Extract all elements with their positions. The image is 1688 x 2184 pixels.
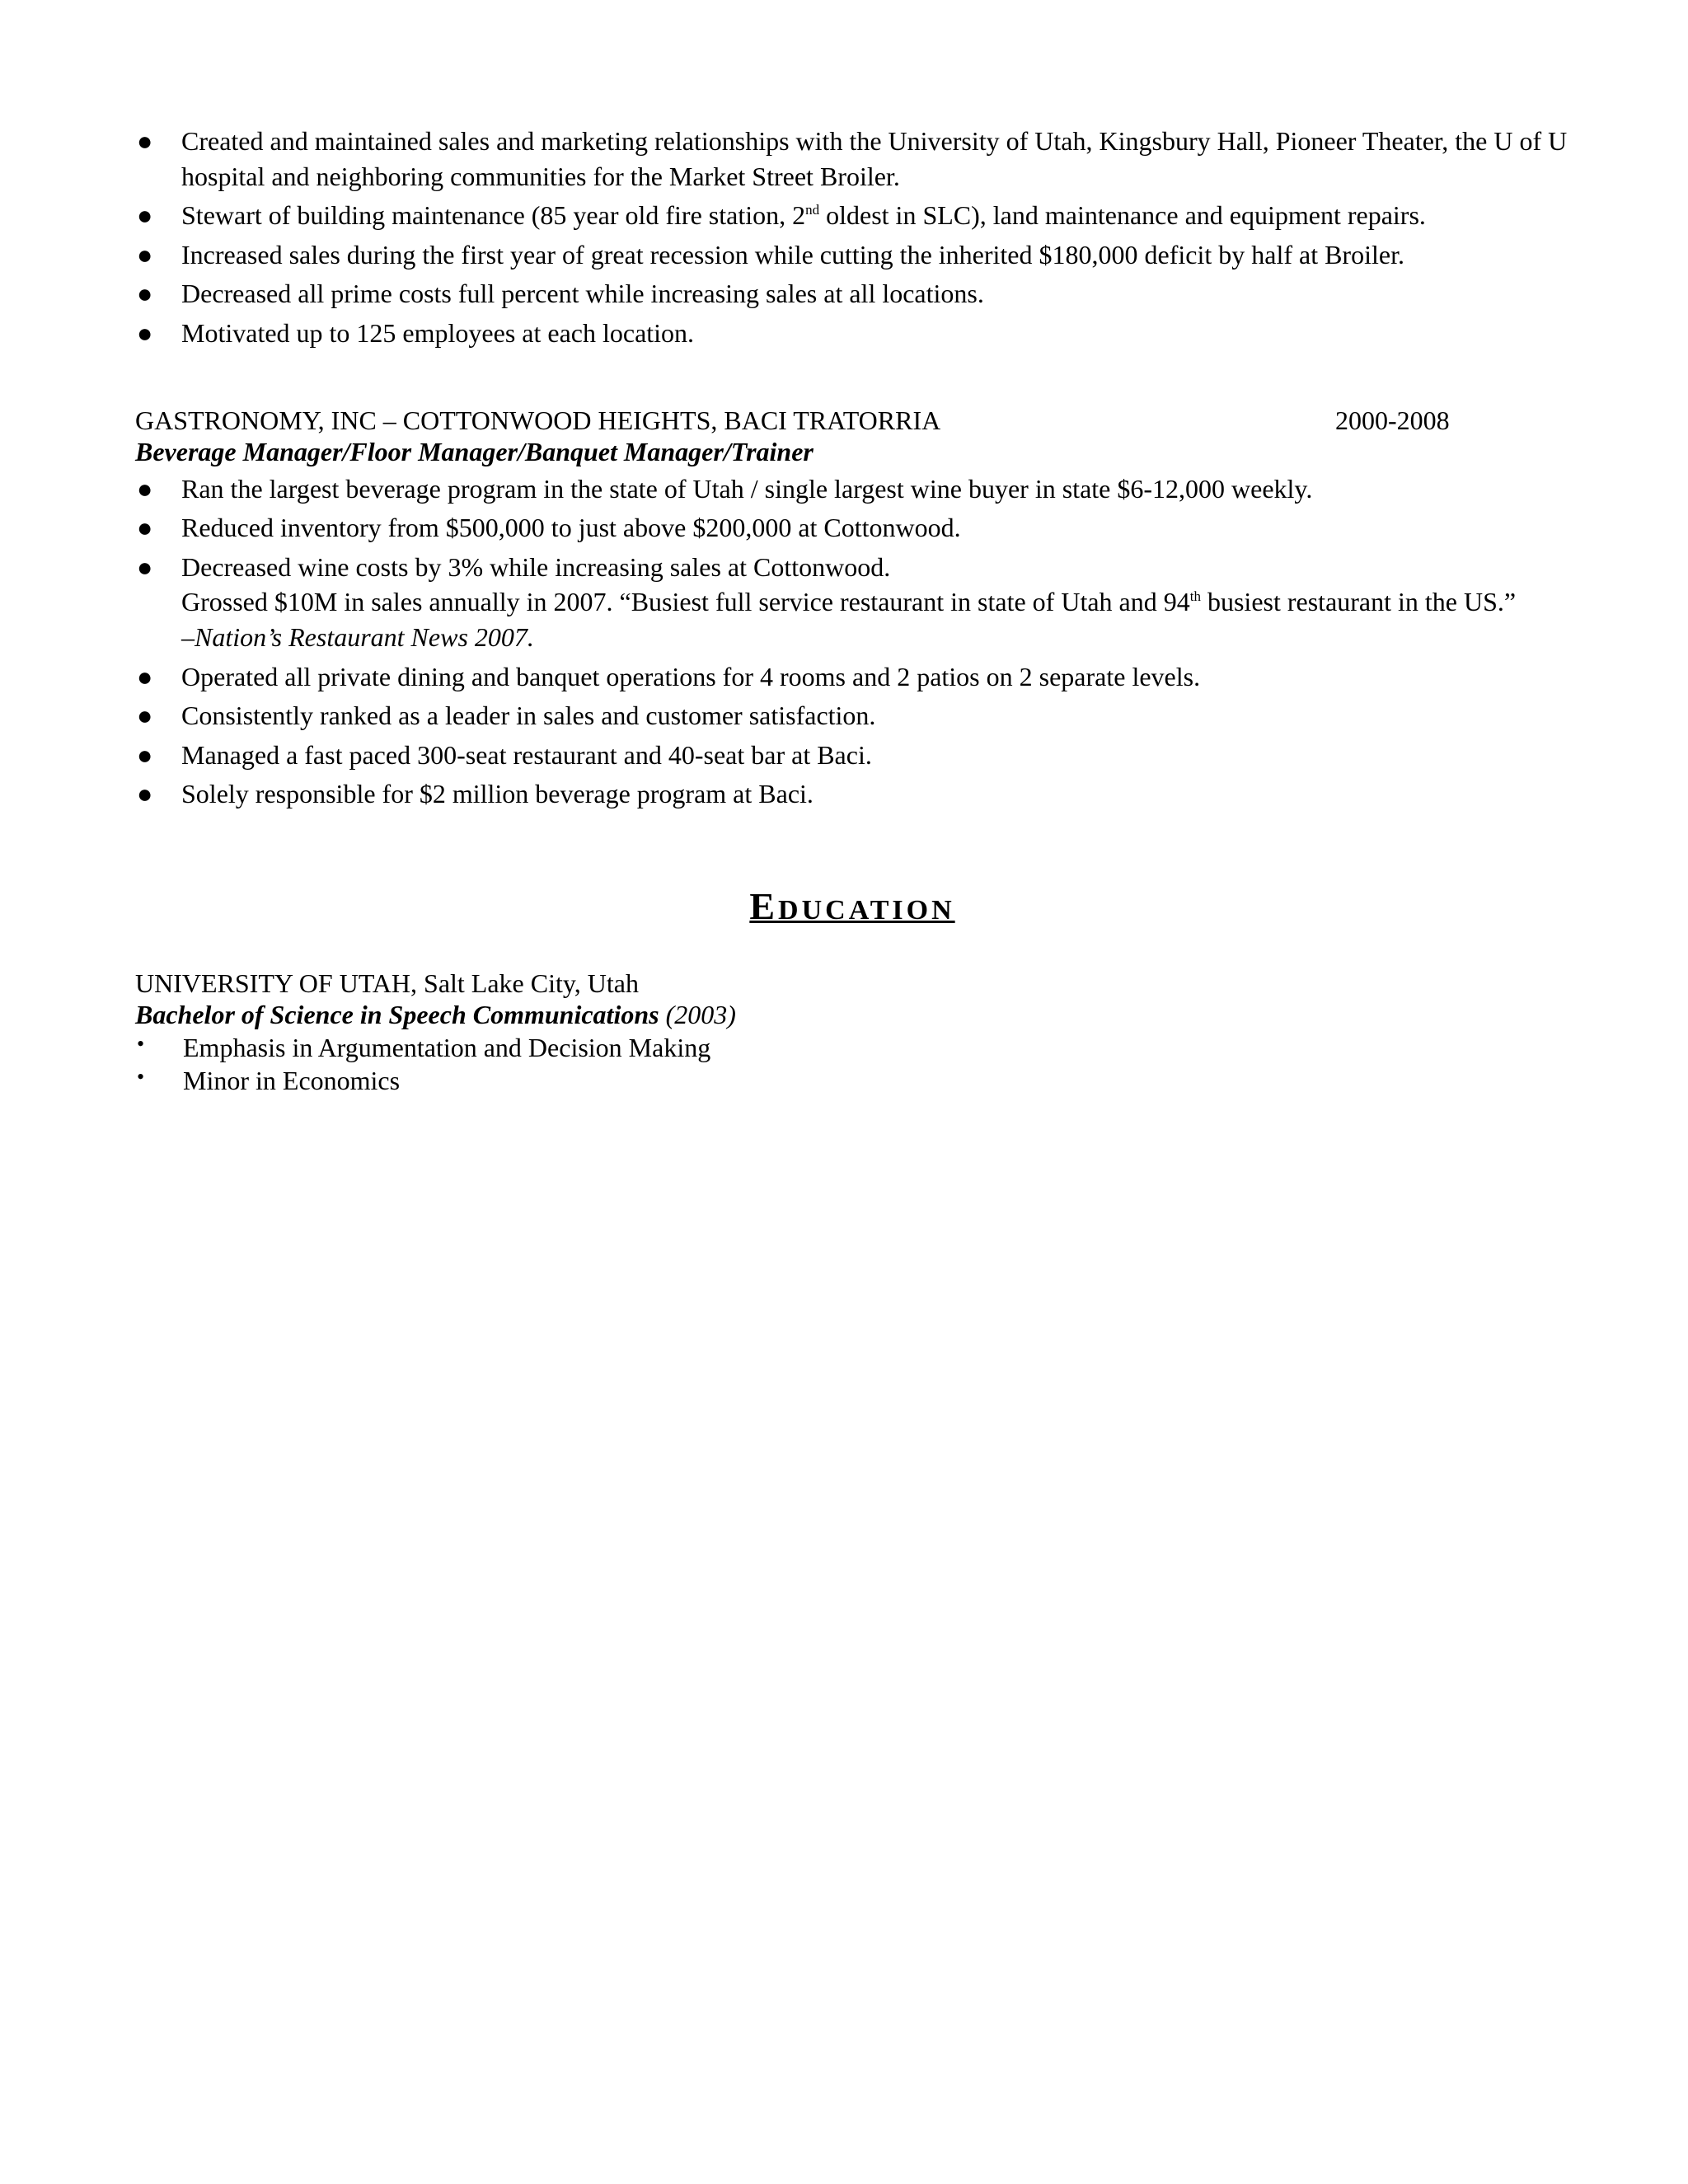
list-item bbox=[135, 776, 1569, 812]
bullet-text: Consistently ranked as a leader in sales and customer satisfaction. bbox=[181, 701, 876, 731]
bullet-text: Operated all private dining and banquet operations for 4 rooms and 2 patios on 2 separate levels. bbox=[181, 661, 1201, 691]
bullet-text: Solely responsible for $2 million beverage program at Baci. bbox=[181, 779, 814, 809]
bullet-text: Ran the largest beverage program in the state of Utah / single largest wine buyer in state $6-12,000 weekly. bbox=[181, 473, 1313, 504]
list-item bbox=[135, 1063, 1569, 1099]
bullet-text-part: Grossed $10M in sales annually in 2007. “Busiest full service restaurant in state of Utah and 94 bbox=[181, 587, 1190, 617]
job-dates: 2000-2008 bbox=[1335, 405, 1450, 436]
superscript: th bbox=[1189, 588, 1201, 605]
quote-source: –Nation’s Restaurant News 2007. bbox=[181, 622, 534, 653]
previous-job-bullets bbox=[135, 124, 1569, 350]
bullet-icon: ● bbox=[137, 200, 153, 231]
list-item bbox=[135, 1030, 1569, 1066]
bullet-text: Minor in Economics bbox=[183, 1065, 401, 1095]
bullet-text bbox=[181, 550, 1569, 655]
bullet-text-part: busiest restaurant in the US.” bbox=[1200, 587, 1517, 617]
list-item bbox=[135, 738, 1569, 773]
company-name: GASTRONOMY, INC – COTTONWOOD HEIGHTS, BACI TRATORRIA bbox=[135, 405, 941, 436]
list-item bbox=[135, 698, 1569, 733]
heading-initial: E bbox=[749, 884, 779, 927]
bullet-text: Reduced inventory from $500,000 to just above $200,000 at Cottonwood. bbox=[181, 513, 961, 543]
bullet-line bbox=[181, 584, 1569, 620]
bullet-icon: ● bbox=[137, 551, 153, 582]
bullet-icon: ● bbox=[137, 779, 153, 809]
degree-name: Bachelor of Science in Speech Communications bbox=[135, 1000, 659, 1030]
list-item bbox=[135, 198, 1569, 233]
education-bullets bbox=[135, 1030, 1569, 1098]
bullet-text-part: oldest in SLC), land maintenance and equipment repairs. bbox=[819, 200, 1426, 231]
bullet-icon: ● bbox=[137, 513, 153, 543]
bullet-text: Motivated up to 125 employees at each location. bbox=[181, 317, 695, 348]
bullet-icon: ● bbox=[137, 126, 153, 156]
job-header bbox=[135, 403, 1569, 438]
list-item bbox=[135, 510, 1569, 546]
list-item bbox=[135, 276, 1569, 312]
gastronomy-bullets bbox=[135, 471, 1569, 812]
list-item bbox=[135, 471, 1569, 507]
bullet-icon: • bbox=[137, 1064, 145, 1089]
bullet-icon: ● bbox=[137, 473, 153, 504]
bullet-text: Increased sales during the first year of great recession while cutting the inherited $180,000 deficit by half at Broiler. bbox=[181, 239, 1404, 269]
list-item bbox=[135, 316, 1569, 351]
bullet-text bbox=[181, 200, 1426, 230]
bullet-icon: ● bbox=[137, 279, 153, 309]
bullet-icon: ● bbox=[137, 661, 153, 691]
list-item bbox=[135, 124, 1569, 194]
bullet-text: Decreased all prime costs full percent while increasing sales at all locations. bbox=[181, 279, 984, 309]
job-title: Beverage Manager/Floor Manager/Banquet Manager/Trainer bbox=[135, 437, 814, 467]
bullet-text: Managed a fast paced 300-seat restaurant and 40-seat bar at Baci. bbox=[181, 739, 872, 770]
school-name: UNIVERSITY OF UTAH, Salt Lake City, Utah bbox=[135, 968, 639, 998]
list-item bbox=[135, 659, 1569, 695]
list-item bbox=[135, 550, 1569, 655]
degree bbox=[135, 997, 1569, 1033]
bullet-icon: ● bbox=[137, 239, 153, 269]
bullet-line: Decreased wine costs by 3% while increasing sales at Cottonwood. bbox=[181, 551, 891, 582]
bullet-text: Emphasis in Argumentation and Decision Making bbox=[183, 1033, 711, 1063]
bullet-text-part: Stewart of building maintenance (85 year old fire station, 2 bbox=[181, 200, 806, 231]
resume-page bbox=[135, 124, 1569, 1098]
list-item bbox=[135, 237, 1569, 273]
bullet-icon: ● bbox=[137, 317, 153, 348]
degree-year: (2003) bbox=[659, 1000, 736, 1030]
superscript: nd bbox=[805, 202, 820, 218]
bullet-icon: ● bbox=[137, 701, 153, 731]
bullet-icon: • bbox=[137, 1032, 145, 1057]
bullet-text: Created and maintained sales and marketing relationships with the University of Utah, Kingsbury Hall, Pioneer Theater, the U of U hospital and neighboring communities for the Market Street Broiler. bbox=[181, 126, 1568, 191]
heading-rest: DUCATION bbox=[778, 894, 955, 926]
bullet-icon: ● bbox=[137, 739, 153, 770]
section-heading-education bbox=[135, 881, 1569, 931]
